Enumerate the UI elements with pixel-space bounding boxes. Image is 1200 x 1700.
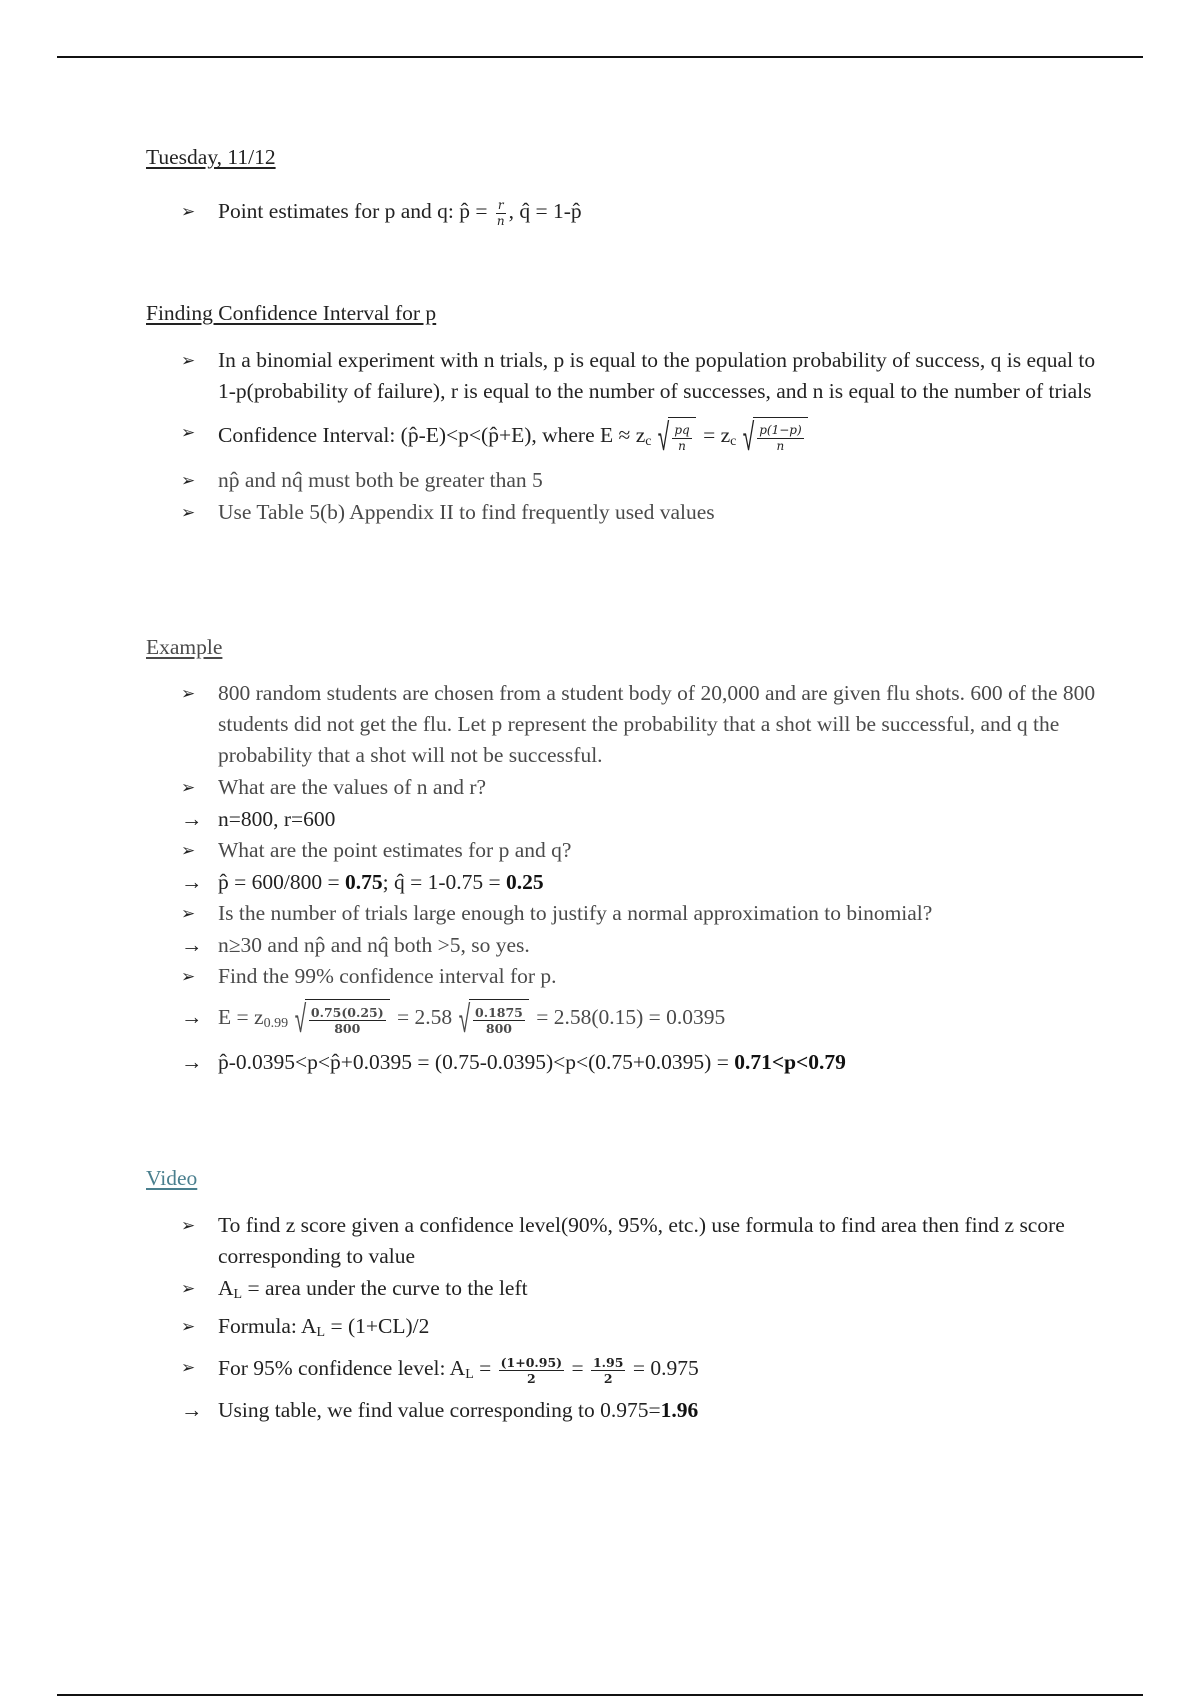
- list-item: [181, 1349, 1101, 1394]
- intro-block: [181, 196, 1101, 230]
- answer-bold: 0.75: [344, 870, 383, 894]
- bullet-arrow-icon: ➢: [181, 423, 196, 442]
- fraction: [672, 423, 691, 454]
- fraction-denominator: n: [678, 439, 686, 453]
- ci-heading: Finding Confidence Interval for p: [146, 301, 437, 325]
- fraction-numerator: 0.75(0.25): [310, 1005, 384, 1021]
- list-item: [181, 417, 1101, 457]
- answer: = 2.58(0.15) = 0.0395: [530, 1005, 726, 1029]
- subscript: c: [730, 433, 737, 449]
- ci-formula-mid: = z: [697, 422, 731, 447]
- list-item: [181, 898, 1101, 929]
- arrow-icon: →: [181, 1005, 203, 1029]
- list-item: [181, 196, 1101, 229]
- bullet-arrow-icon: ➢: [181, 904, 196, 923]
- sqrt: √ $\frac{p(1-p)}{n}$: [738, 417, 807, 457]
- answer-line: [181, 994, 1101, 1047]
- answer-line: [181, 804, 1101, 835]
- list-item: [181, 497, 1101, 528]
- top-rule: [57, 56, 1143, 58]
- subscript: L: [465, 1367, 474, 1382]
- fraction: [309, 1005, 386, 1036]
- list-item: [181, 1210, 1101, 1272]
- answer-bold: 0.71<p<0.79: [734, 1050, 846, 1074]
- bullet-arrow-icon: ➢: [181, 967, 196, 986]
- list-item: [181, 1311, 1101, 1348]
- question: What are the values of n and r?: [218, 775, 487, 799]
- subscript: c: [645, 433, 652, 449]
- bullet-arrow-icon: ➢: [181, 202, 196, 221]
- fraction-denominator: n: [496, 213, 505, 228]
- video-link[interactable]: Video: [146, 1166, 198, 1190]
- bullet-arrow-icon: ➢: [181, 351, 196, 370]
- fraction: [591, 1355, 625, 1386]
- ci-formula-text: Confidence Interval: (p̂-E)<p<(p̂+E), where E ≈ z: [218, 422, 646, 447]
- intro-text: Point estimates for p and q: p̂ =: [218, 199, 493, 223]
- bullet-arrow-icon: ➢: [181, 1358, 196, 1377]
- answer: p̂-0.0395<p<p̂+0.0395 = (0.75-0.0395)<p<(0.75+0.0395) =: [218, 1050, 735, 1074]
- ci-condition: np̂ and nq̂ must both be greater than 5: [218, 468, 543, 492]
- list-item: [181, 1273, 1101, 1310]
- arrow-icon: →: [181, 1398, 203, 1422]
- fraction-denominator: 800: [334, 1021, 361, 1037]
- video-note: To find z score given a confidence level(90%, 95%, etc.) use formula to find area then find z score corresponding to value: [218, 1213, 1065, 1268]
- arrow-icon: →: [181, 807, 203, 831]
- arrow-icon: →: [181, 933, 203, 957]
- question: Is the number of trials large enough to justify a normal approximation to binomial?: [218, 901, 933, 925]
- video-note: For 95% confidence level: A: [218, 1356, 466, 1380]
- answer-line: [181, 1395, 1101, 1426]
- sqrt: √ $\frac{pq}{n}$: [653, 417, 695, 457]
- answer: n≥30 and np̂ and nq̂ both >5, so yes.: [218, 933, 530, 957]
- video-note: Formula: A: [218, 1314, 317, 1338]
- fraction: [473, 1005, 525, 1036]
- bullet-arrow-icon: ➢: [181, 778, 196, 797]
- subscript: L: [316, 1325, 326, 1340]
- subscript: 0.99: [263, 1016, 289, 1031]
- bullet-arrow-icon: ➢: [181, 1279, 196, 1298]
- ci-block: [181, 345, 1101, 529]
- fraction-numerator: (1+0.95): [500, 1354, 563, 1370]
- fraction-numerator: p(1−p): [759, 423, 802, 437]
- arrow-icon: →: [181, 1050, 203, 1074]
- intro-text-post: , q̂ = 1-p̂: [508, 199, 582, 223]
- bullet-arrow-icon: ➢: [181, 471, 196, 490]
- answer: p̂ = 600/800 =: [218, 870, 345, 894]
- answer-line: [181, 867, 1101, 898]
- answer: Using table, we find value corresponding to 0.975=: [218, 1398, 661, 1422]
- fraction-denominator: 2: [603, 1370, 613, 1386]
- video-note: = (1+CL)/2: [325, 1314, 430, 1338]
- answer-line: [181, 1047, 1101, 1078]
- list-item: [181, 678, 1101, 771]
- arrow-icon: →: [181, 870, 203, 894]
- answer-bold: 1.96: [660, 1398, 699, 1422]
- subscript: L: [233, 1287, 243, 1302]
- example-heading: Example: [146, 635, 223, 659]
- question: Find the 99% confidence interval for p.: [218, 964, 557, 988]
- video-block: [181, 1210, 1101, 1426]
- fraction: [499, 1355, 564, 1386]
- answer: n=800, r=600: [218, 807, 336, 831]
- bullet-arrow-icon: ➢: [181, 503, 196, 522]
- list-item: [181, 465, 1101, 496]
- fraction: [757, 423, 803, 454]
- answer: E = z: [218, 1005, 264, 1029]
- fraction-numerator: 0.1875: [475, 1005, 523, 1021]
- ci-definition: In a binomial experiment with n trials, p is equal to the population probability of success, q is equal to 1-p(probability of failure), r is equal to the number of successes, and n is equal to the number of trials: [218, 348, 1096, 403]
- fraction: [495, 198, 507, 229]
- fraction-numerator: r: [497, 197, 504, 212]
- video-note: =: [473, 1356, 497, 1380]
- fraction-denominator: 800: [485, 1021, 512, 1037]
- ci-table-hint: Use Table 5(b) Appendix II to find frequently used values: [218, 500, 715, 524]
- answer: = 2.58: [391, 1005, 453, 1029]
- example-block: [181, 678, 1101, 1078]
- video-note: =: [566, 1356, 589, 1380]
- answer-line: [181, 930, 1101, 961]
- video-note: = 0.975: [627, 1356, 699, 1380]
- bullet-arrow-icon: ➢: [181, 1216, 196, 1235]
- question: What are the point estimates for p and q?: [218, 838, 572, 862]
- list-item: [181, 961, 1101, 992]
- example-problem: 800 random students are chosen from a student body of 20,000 and are given flu shots. 600 of the 800 students did not get the flu. Let p represent the probability that a shot will be successful, and q the probability that a shot will not be successful.: [218, 681, 1096, 767]
- fraction-denominator: n: [776, 439, 785, 453]
- date-heading: Tuesday, 11/12: [146, 145, 276, 169]
- bullet-arrow-icon: ➢: [181, 684, 196, 703]
- fraction-numerator: 1.95: [592, 1354, 624, 1370]
- answer: ; q̂ = 1-0.75 =: [382, 870, 506, 894]
- fraction-denominator: 2: [527, 1370, 536, 1386]
- answer-bold: 0.25: [506, 870, 544, 894]
- bottom-rule: [57, 1694, 1143, 1696]
- list-item: [181, 835, 1101, 866]
- bullet-arrow-icon: ➢: [181, 1317, 196, 1336]
- sqrt: √ $\frac{0.1875}{800}$: [454, 999, 529, 1039]
- video-note: A: [218, 1276, 234, 1300]
- fraction-numerator: pq: [674, 423, 690, 437]
- list-item: [181, 772, 1101, 803]
- list-item: [181, 345, 1101, 407]
- bullet-arrow-icon: ➢: [181, 841, 196, 860]
- sqrt: √ $\frac{0.75(0.25)}{800}$: [290, 999, 390, 1039]
- video-note: = area under the curve to the left: [242, 1276, 528, 1300]
